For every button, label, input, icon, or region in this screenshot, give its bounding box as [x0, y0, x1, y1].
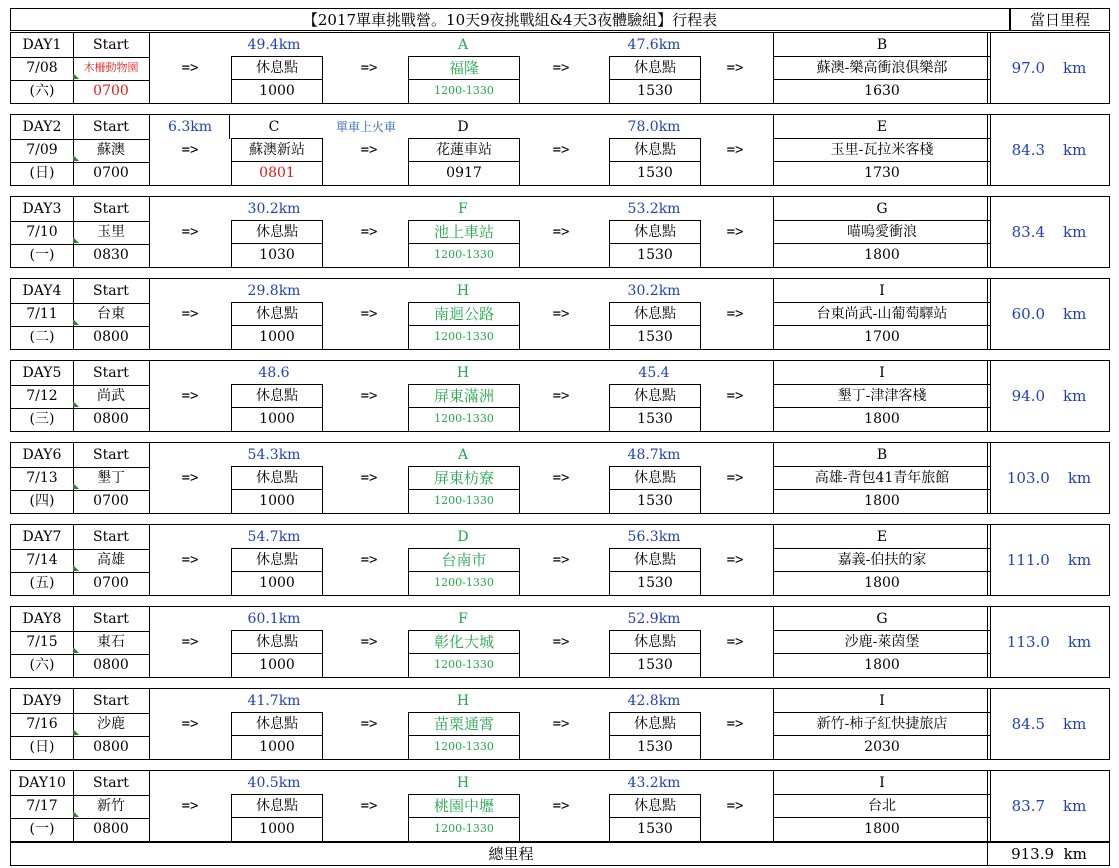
start-time: 0800	[73, 325, 150, 349]
rest1-code: C	[268, 119, 280, 135]
start-time: 0800	[73, 407, 150, 431]
day-date: 7/08	[11, 56, 74, 81]
start-label: Start	[73, 33, 150, 58]
cell-note-marker	[73, 401, 79, 407]
rest2-place: 休息點	[609, 794, 701, 818]
segment2-km: 42.8km	[627, 693, 681, 709]
daily-total-number: 113.0	[1006, 633, 1050, 651]
rest2-place: 休息點	[609, 466, 701, 490]
start-time: 0830	[73, 243, 150, 267]
start-place: 墾丁	[73, 466, 150, 491]
segment2-km: 47.6km	[627, 37, 681, 53]
endpoint-time: 1800	[773, 817, 991, 841]
day-date: 7/13	[11, 466, 74, 491]
midpoint-code: F	[458, 201, 468, 217]
midpoint-time: 1200-1330	[408, 653, 520, 677]
endpoint-place: 蘇澳-樂高衝浪俱樂部	[773, 56, 991, 80]
rest2-time: 1530	[609, 79, 701, 103]
day-label: DAY4	[11, 279, 74, 304]
arrow-3: =>	[552, 470, 570, 486]
endpoint-place: 嘉義-伯扶的家	[773, 548, 991, 572]
segment2-km: 48.7km	[627, 447, 681, 463]
arrow-2: =>	[360, 306, 378, 322]
rest2-time: 1530	[609, 653, 701, 677]
midpoint-place: 福隆	[408, 56, 520, 80]
midpoint-code: H	[456, 775, 470, 791]
rest2-place: 休息點	[609, 138, 701, 162]
rest1-place: 休息點	[231, 712, 323, 736]
cell-note-marker	[73, 237, 79, 243]
rest1-time: 1000	[231, 489, 323, 513]
rest1-time: 1030	[231, 243, 323, 267]
cell-note-marker	[73, 729, 79, 735]
arrow-4: =>	[726, 470, 744, 486]
daily-total-unit: km	[1063, 141, 1087, 159]
rest1-time: 1000	[231, 325, 323, 349]
day-date: 7/12	[11, 384, 74, 409]
endpoint-code: I	[773, 279, 991, 303]
endpoint-code: G	[773, 197, 991, 221]
start-time: 0800	[73, 653, 150, 677]
arrow-1: =>	[181, 634, 199, 650]
endpoint-place: 台北	[773, 794, 991, 818]
arrow-1: =>	[181, 142, 199, 158]
midpoint-time: 1200-1330	[408, 817, 520, 841]
rest2-place: 休息點	[609, 302, 701, 326]
midpoint-place: 屏東枋寮	[408, 466, 520, 490]
start-label: Start	[73, 279, 150, 304]
day-weekday: (四)	[11, 489, 74, 513]
arrow-2: =>	[360, 470, 378, 486]
start-label: Start	[73, 607, 150, 632]
endpoint-time: 1800	[773, 243, 991, 267]
cell-note-marker	[73, 811, 79, 817]
start-label: Start	[73, 443, 150, 468]
endpoint-place: 玉里-瓦拉米客棧	[773, 138, 991, 162]
rest2-place: 休息點	[609, 220, 701, 244]
endpoint-time: 1800	[773, 653, 991, 677]
day-block	[10, 770, 1110, 842]
arrow-2: =>	[360, 716, 378, 732]
daily-total	[987, 279, 1110, 349]
arrow-4: =>	[726, 388, 744, 404]
arrow-3: =>	[552, 552, 570, 568]
rest2-time: 1530	[609, 325, 701, 349]
cell-note-marker	[73, 483, 79, 489]
rest1-place: 休息點	[231, 548, 323, 572]
start-time: 0700	[73, 571, 150, 595]
day-date: 7/14	[11, 548, 74, 573]
endpoint-time: 1730	[773, 161, 991, 185]
rest1-time: 1000	[231, 407, 323, 431]
midpoint-place: 台南市	[408, 548, 520, 572]
rest1-time: 1000	[231, 735, 323, 759]
start-time: 0700	[73, 79, 150, 103]
daily-total-unit: km	[1063, 387, 1087, 405]
arrow-1: =>	[181, 60, 199, 76]
rest1-place: 休息點	[231, 56, 323, 80]
arrow-4: =>	[726, 798, 744, 814]
day-label: DAY10	[11, 771, 74, 796]
day-date: 7/11	[11, 302, 74, 327]
rest1-place: 休息點	[231, 630, 323, 654]
arrow-3: =>	[552, 306, 570, 322]
daily-total-number: 84.3	[1011, 141, 1046, 159]
midpoint-time: 1200-1330	[408, 79, 520, 103]
segment2-km: 56.3km	[627, 529, 681, 545]
arrow-3: =>	[552, 142, 570, 158]
grand-total-unit: km	[1063, 845, 1087, 863]
daily-total-unit: km	[1067, 469, 1092, 487]
segment1-km: 30.2km	[247, 201, 301, 217]
start-place: 木柵動物園	[73, 56, 150, 81]
arrow-4: =>	[726, 306, 744, 322]
rest2-time: 1530	[609, 735, 701, 759]
day-label: DAY6	[11, 443, 74, 468]
rest2-place: 休息點	[609, 712, 701, 736]
start-label: Start	[73, 525, 150, 550]
segment1-km: 54.3km	[247, 447, 301, 463]
rest1-place: 休息點	[231, 794, 323, 818]
rest2-place: 休息點	[609, 548, 701, 572]
train-note: 單車上火車	[335, 120, 396, 134]
daily-total	[987, 771, 1110, 841]
start-place: 東石	[73, 630, 150, 655]
day-label: DAY5	[11, 361, 74, 386]
midpoint-place: 花蓮車站	[408, 138, 520, 162]
rest1-place: 休息點	[231, 220, 323, 244]
day-weekday: (一)	[11, 243, 74, 267]
midpoint-time: 1200-1330	[408, 243, 520, 267]
arrow-2: =>	[360, 552, 378, 568]
daily-total	[987, 361, 1110, 431]
segment1-km: 29.8km	[247, 283, 301, 299]
arrow-1: =>	[181, 224, 199, 240]
rest2-place: 休息點	[609, 56, 701, 80]
start-label: Start	[73, 771, 150, 796]
daily-total	[987, 33, 1110, 103]
arrow-1: =>	[181, 716, 199, 732]
segment2-km: 43.2km	[627, 775, 681, 791]
arrow-1: =>	[181, 388, 199, 404]
start-label: Start	[73, 115, 150, 140]
day-weekday: (三)	[11, 407, 74, 431]
arrow-2: =>	[360, 224, 378, 240]
day-weekday: (日)	[11, 161, 74, 185]
arrow-4: =>	[726, 716, 744, 732]
endpoint-time: 2030	[773, 735, 991, 759]
start-place: 蘇澳	[73, 138, 150, 163]
daily-total	[987, 197, 1110, 267]
arrow-2: =>	[360, 388, 378, 404]
day-block	[10, 688, 1110, 760]
daily-total-unit: km	[1063, 223, 1087, 241]
segment1-km: 41.7km	[247, 693, 301, 709]
day-date: 7/10	[11, 220, 74, 245]
rest2-time: 1530	[609, 817, 701, 841]
start-place: 玉里	[73, 220, 150, 245]
midpoint-code: A	[457, 37, 469, 53]
cell-note-marker	[73, 647, 79, 653]
daily-total-unit: km	[1063, 305, 1087, 323]
arrow-1: =>	[181, 306, 199, 322]
start-place: 台東	[73, 302, 150, 327]
segment1-km: 60.1km	[247, 611, 301, 627]
start-place: 尚武	[73, 384, 150, 409]
midpoint-code: A	[457, 447, 469, 463]
day-date: 7/17	[11, 794, 74, 819]
grand-total-value	[987, 843, 1110, 865]
arrow-1: =>	[181, 552, 199, 568]
arrow-3: =>	[552, 798, 570, 814]
midpoint-time: 1200-1330	[408, 489, 520, 513]
midpoint-code: H	[456, 283, 470, 299]
cell-note-marker	[73, 565, 79, 571]
daily-total-unit: km	[1063, 59, 1087, 77]
arrow-3: =>	[552, 716, 570, 732]
endpoint-place: 墾丁-津津客棧	[773, 384, 991, 408]
endpoint-code: I	[773, 361, 991, 385]
arrow-2: =>	[360, 634, 378, 650]
endpoint-time: 1700	[773, 325, 991, 349]
daily-total	[987, 115, 1110, 185]
start-label: Start	[73, 689, 150, 714]
daily-total-number: 84.5	[1011, 715, 1046, 733]
endpoint-time: 1800	[773, 489, 991, 513]
endpoint-code: B	[773, 443, 991, 467]
rest2-place: 休息點	[609, 384, 701, 408]
day-weekday: (日)	[11, 735, 74, 759]
midpoint-code: D	[457, 529, 469, 545]
segment2-km: 45.4	[638, 365, 670, 381]
daily-total-number: 83.7	[1011, 797, 1046, 815]
endpoint-time: 1630	[773, 79, 991, 103]
rest2-time: 1530	[609, 571, 701, 595]
arrow-1: =>	[181, 470, 199, 486]
start-place: 沙鹿	[73, 712, 150, 737]
rest1-time: 0801	[231, 161, 323, 185]
midpoint-time: 1200-1330	[408, 571, 520, 595]
cell-note-marker	[73, 319, 79, 325]
arrow-3: =>	[552, 60, 570, 76]
midpoint-time: 1200-1330	[408, 735, 520, 759]
start-label: Start	[73, 197, 150, 222]
rest1-place: 休息點	[231, 384, 323, 408]
segment2-km: 78.0km	[627, 119, 681, 135]
rest1-place: 休息點	[231, 466, 323, 490]
arrow-2: =>	[360, 798, 378, 814]
grand-total-number: 913.9	[1011, 845, 1055, 863]
daily-total	[987, 525, 1110, 595]
arrow-4: =>	[726, 142, 744, 158]
daily-total-unit: km	[1063, 797, 1087, 815]
segment2-km: 30.2km	[627, 283, 681, 299]
cell-note-marker	[73, 155, 79, 161]
endpoint-code: E	[773, 525, 991, 549]
segment1-km: 54.7km	[247, 529, 301, 545]
endpoint-code: E	[773, 115, 991, 139]
day-label: DAY2	[11, 115, 74, 140]
day-block	[10, 442, 1110, 514]
segment2-km: 52.9km	[627, 611, 681, 627]
rest1-place: 休息點	[231, 302, 323, 326]
rest2-time: 1530	[609, 161, 701, 185]
segment1-aux-km: 6.3km	[151, 115, 230, 139]
grand-total-row	[10, 842, 1110, 866]
day-date: 7/16	[11, 712, 74, 737]
rest1-place: 蘇澳新站	[231, 138, 323, 162]
endpoint-code: G	[773, 607, 991, 631]
start-place: 新竹	[73, 794, 150, 819]
segment1-km: 40.5km	[247, 775, 301, 791]
midpoint-place: 彰化大城	[408, 630, 520, 654]
arrow-3: =>	[552, 224, 570, 240]
day-block	[10, 524, 1110, 596]
start-time: 0700	[73, 161, 150, 185]
midpoint-code: H	[456, 693, 470, 709]
cell-note-marker	[73, 73, 79, 79]
midpoint-code: D	[457, 119, 469, 135]
midpoint-time: 1200-1330	[408, 407, 520, 431]
arrow-3: =>	[552, 388, 570, 404]
endpoint-code: I	[773, 771, 991, 795]
rest1-time: 1000	[231, 653, 323, 677]
day-label: DAY9	[11, 689, 74, 714]
day-weekday: (六)	[11, 79, 74, 103]
grand-total-label: 總里程	[488, 845, 534, 863]
day-block	[10, 360, 1110, 432]
day-block	[10, 114, 1110, 186]
start-time: 0800	[73, 735, 150, 759]
daily-total-number: 60.0	[1011, 305, 1046, 323]
start-time: 0700	[73, 489, 150, 513]
endpoint-place: 台東尚武-山葡萄驛站	[773, 302, 991, 326]
day-label: DAY1	[11, 33, 74, 58]
midpoint-code: H	[456, 365, 470, 381]
daily-total-unit: km	[1063, 715, 1087, 733]
endpoint-time: 1800	[773, 571, 991, 595]
day-block	[10, 196, 1110, 268]
arrow-4: =>	[726, 224, 744, 240]
start-place: 高雄	[73, 548, 150, 573]
segment1-km: 49.4km	[247, 37, 301, 53]
arrow-4: =>	[726, 60, 744, 76]
arrow-1: =>	[181, 798, 199, 814]
day-date: 7/15	[11, 630, 74, 655]
rest2-time: 1530	[609, 489, 701, 513]
arrow-4: =>	[726, 634, 744, 650]
midpoint-place: 屏東滿洲	[408, 384, 520, 408]
rest1-time: 1000	[231, 571, 323, 595]
arrow-2: =>	[360, 142, 378, 158]
midpoint-time: 0917	[408, 161, 520, 185]
midpoint-code: F	[458, 611, 468, 627]
arrow-4: =>	[726, 552, 744, 568]
endpoint-time: 1800	[773, 407, 991, 431]
daily-total	[987, 689, 1110, 759]
day-weekday: (一)	[11, 817, 74, 841]
endpoint-code: I	[773, 689, 991, 713]
day-date: 7/09	[11, 138, 74, 163]
rest1-time: 1000	[231, 79, 323, 103]
start-label: Start	[73, 361, 150, 386]
rest2-time: 1530	[609, 407, 701, 431]
arrow-3: =>	[552, 634, 570, 650]
day-block	[10, 32, 1110, 104]
rest2-place: 休息點	[609, 630, 701, 654]
endpoint-place: 高雄-背包41青年旅館	[773, 466, 991, 490]
day-weekday: (二)	[11, 325, 74, 349]
daily-total-number: 94.0	[1011, 387, 1046, 405]
start-time: 0800	[73, 817, 150, 841]
daily-total	[987, 443, 1110, 513]
daily-distance-header: 當日里程	[1010, 8, 1110, 31]
daily-total-unit: km	[1067, 551, 1092, 569]
daily-total-number: 97.0	[1011, 59, 1046, 77]
day-weekday: (六)	[11, 653, 74, 677]
endpoint-place: 喵嗚愛衝浪	[773, 220, 991, 244]
segment1-km: 48.6	[258, 365, 290, 381]
segment2-km: 53.2km	[627, 201, 681, 217]
arrow-2: =>	[360, 60, 378, 76]
day-weekday: (五)	[11, 571, 74, 595]
daily-total-number: 103.0	[1006, 469, 1050, 487]
day-label: DAY3	[11, 197, 74, 222]
daily-total-unit: km	[1067, 633, 1092, 651]
midpoint-place: 桃園中壢	[408, 794, 520, 818]
rest1-time: 1000	[231, 817, 323, 841]
endpoint-place: 新竹-柿子紅快捷旅店	[773, 712, 991, 736]
day-block	[10, 606, 1110, 678]
midpoint-place: 池上車站	[408, 220, 520, 244]
midpoint-place: 苗栗通霄	[408, 712, 520, 736]
midpoint-time: 1200-1330	[408, 325, 520, 349]
sheet-title: 【2017單車挑戰營。10天9夜挑戰組&4天3夜體驗組】行程表	[10, 8, 1010, 31]
endpoint-place: 沙鹿-萊茵堡	[773, 630, 991, 654]
day-label: DAY7	[11, 525, 74, 550]
day-block	[10, 278, 1110, 350]
daily-total-number: 111.0	[1006, 551, 1050, 569]
endpoint-code: B	[773, 33, 991, 57]
daily-total	[987, 607, 1110, 677]
day-label: DAY8	[11, 607, 74, 632]
midpoint-place: 南迴公路	[408, 302, 520, 326]
rest2-time: 1530	[609, 243, 701, 267]
daily-total-number: 83.4	[1011, 223, 1046, 241]
